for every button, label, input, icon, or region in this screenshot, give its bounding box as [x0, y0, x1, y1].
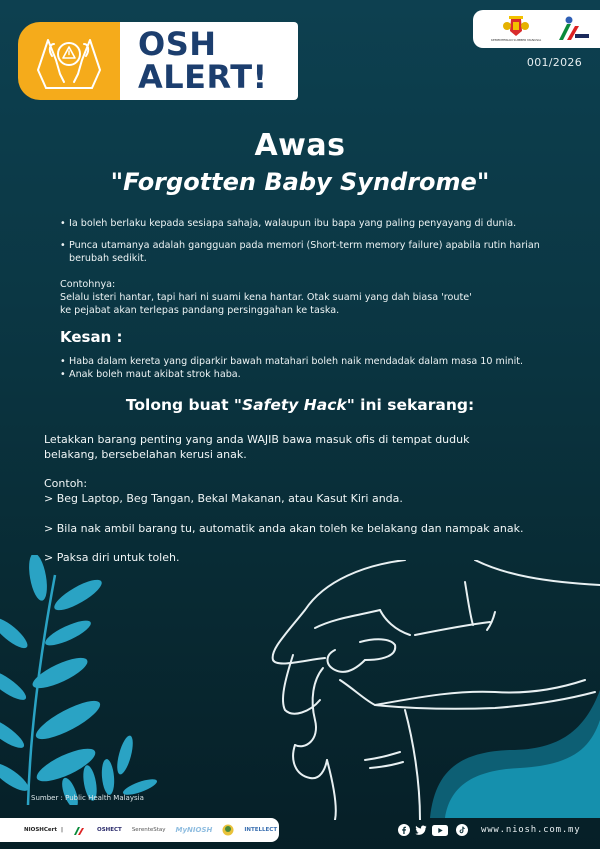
serentestay-logo: SerenteStay — [131, 827, 166, 833]
example-line: ke pejabat akan terlepas pandang persinggahan ke taska. — [60, 305, 340, 316]
ministry-logos — [473, 10, 600, 48]
emblem-logo — [222, 824, 234, 836]
intro-bullet: • Punca utamanya adalah gangguan pada memori (Short-term memory failure) apabila rutin harian berubah sedikit. — [60, 239, 580, 265]
contoh-label: Contoh: — [44, 477, 88, 490]
title-warning: Awas — [254, 128, 346, 163]
partner-logos-bar — [0, 818, 279, 842]
twitter-icon[interactable] — [415, 824, 427, 836]
tip-item: > Beg Laptop, Beg Tangan, Bekal Makanan, atau Kasut Kiri anda. — [44, 492, 403, 505]
intro-bullet-list — [60, 217, 580, 274]
youtube-icon[interactable] — [432, 824, 448, 836]
logo-divider: | — [61, 827, 64, 833]
tip-item: > Paksa diri untuk toleh. — [44, 551, 180, 564]
hands-warning-icon — [18, 22, 120, 100]
badge-line-alert: ALERT! — [138, 58, 268, 96]
hand-holding-baby-hand-illustration — [265, 560, 600, 820]
source-credit: Sumber : Public Health Malaysia — [31, 794, 144, 802]
osh-alert-badge — [18, 22, 298, 100]
leaf-decoration — [0, 555, 190, 805]
oshect-logo: OSHECT — [97, 827, 122, 833]
safety-hack-heading: Tolong buat "Safety Hack" ini sekarang: — [125, 396, 475, 414]
myniosh-logo: MyNIOSH — [175, 826, 213, 834]
kesan-item: • Haba dalam kereta yang diparkir bawah matahari boleh naik mendadak dalam masa 10 minit. — [60, 356, 580, 369]
example-label: Contohnya: — [60, 279, 116, 290]
example-block — [60, 278, 580, 317]
niosh-small-logo — [73, 825, 87, 835]
social-links — [398, 824, 581, 836]
safety-hack-examples — [44, 476, 584, 506]
kesan-heading: Kesan : — [60, 328, 123, 346]
kesan-list — [60, 356, 580, 381]
malaysia-crest-logo: KEMENTERIAN SUMBER MANUSIA — [491, 16, 541, 42]
safety-hack-instruction: Letakkan barang penting yang anda WAJIB bawa masuk ofis di tempat duduk belakang, bersebelahan kerusi anak. — [44, 433, 470, 461]
intro-bullet: • Ia boleh berlaku kepada sesiapa sahaja, walaupun ibu bapa yang paling penyayang di dunia. — [60, 217, 580, 230]
tiktok-icon[interactable] — [456, 824, 468, 836]
tip-item: > Bila nak ambil barang tu, automatik anda akan toleh ke belakang dan nampak anak. — [44, 522, 524, 535]
badge-title — [120, 22, 298, 100]
nioshcert-logo: NIOSHCert — [24, 827, 57, 833]
kesan-item: • Anak boleh maut akibat strok haba. — [60, 369, 580, 382]
badge-line-osh: OSH — [138, 25, 217, 63]
facebook-icon[interactable] — [398, 824, 410, 836]
example-line: Selalu isteri hantar, tapi hari ni suami kena hantar. Otak suami yang dah biasa 'route' — [60, 292, 472, 303]
title-syndrome: "Forgotten Baby Syndrome" — [110, 168, 490, 196]
website-link[interactable]: www.niosh.com.my — [481, 825, 581, 835]
intellect-logo: INTELLECT — [244, 827, 278, 833]
reference-number: 001/2026 — [526, 56, 582, 69]
niosh-logo — [557, 16, 591, 42]
